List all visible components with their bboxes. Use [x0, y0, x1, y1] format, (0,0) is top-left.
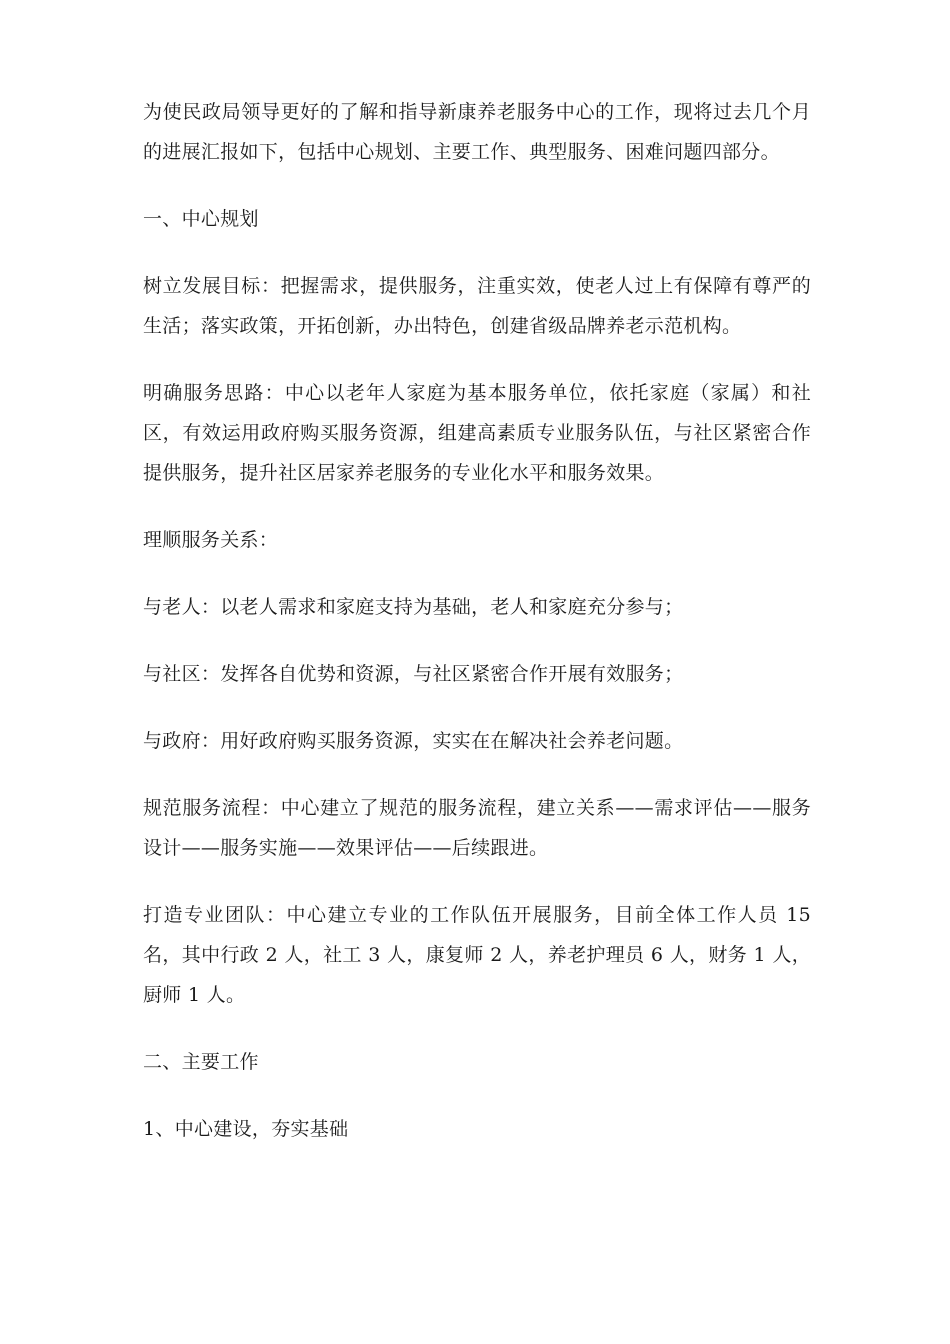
- intro-paragraph: 为使民政局领导更好的了解和指导新康养老服务中心的工作，现将过去几个月的进展汇报如下，包括中心规划、主要工作、典型服务、困难问题四部分。: [143, 101, 811, 163]
- document-body: [143, 92, 811, 1176]
- relation-elderly-paragraph: 与老人：以老人需求和家庭支持为基础，老人和家庭充分参与；: [143, 596, 684, 618]
- section-heading-planning: 一、中心规划: [143, 208, 259, 230]
- relation-government-paragraph: 与政府：用好政府购买服务资源，实实在在解决社会养老问题。: [143, 730, 684, 752]
- goal-paragraph: 树立发展目标：把握需求，提供服务，注重实效，使老人过上有保障有尊严的生活；落实政策，开拓创新，办出特色，创建省级品牌养老示范机构。: [143, 275, 811, 337]
- team-paragraph: 打造专业团队：中心建立专业的工作队伍开展服务，目前全体工作人员 15 名，其中行政 2 人，社工 3 人，康复师 2 人，养老护理员 6 人，财务 1 人，厨师 1 人。: [143, 904, 811, 1006]
- approach-paragraph: 明确服务思路：中心以老年人家庭为基本服务单位，依托家庭（家属）和社区，有效运用政府购买服务资源，组建高素质专业服务队伍，与社区紧密合作提供服务，提升社区居家养老服务的专业化水平和服务效果。: [143, 382, 811, 484]
- section-heading-main-work: 二、主要工作: [143, 1051, 259, 1073]
- subsection-heading-center-building: 1、中心建设，夯实基础: [143, 1118, 349, 1140]
- relation-community-paragraph: 与社区：发挥各自优势和资源，与社区紧密合作开展有效服务；: [143, 663, 684, 685]
- process-paragraph: 规范服务流程：中心建立了规范的服务流程，建立关系——需求评估——服务设计——服务实施——效果评估——后续跟进。: [143, 797, 811, 859]
- relations-paragraph: 理顺服务关系：: [143, 529, 279, 551]
